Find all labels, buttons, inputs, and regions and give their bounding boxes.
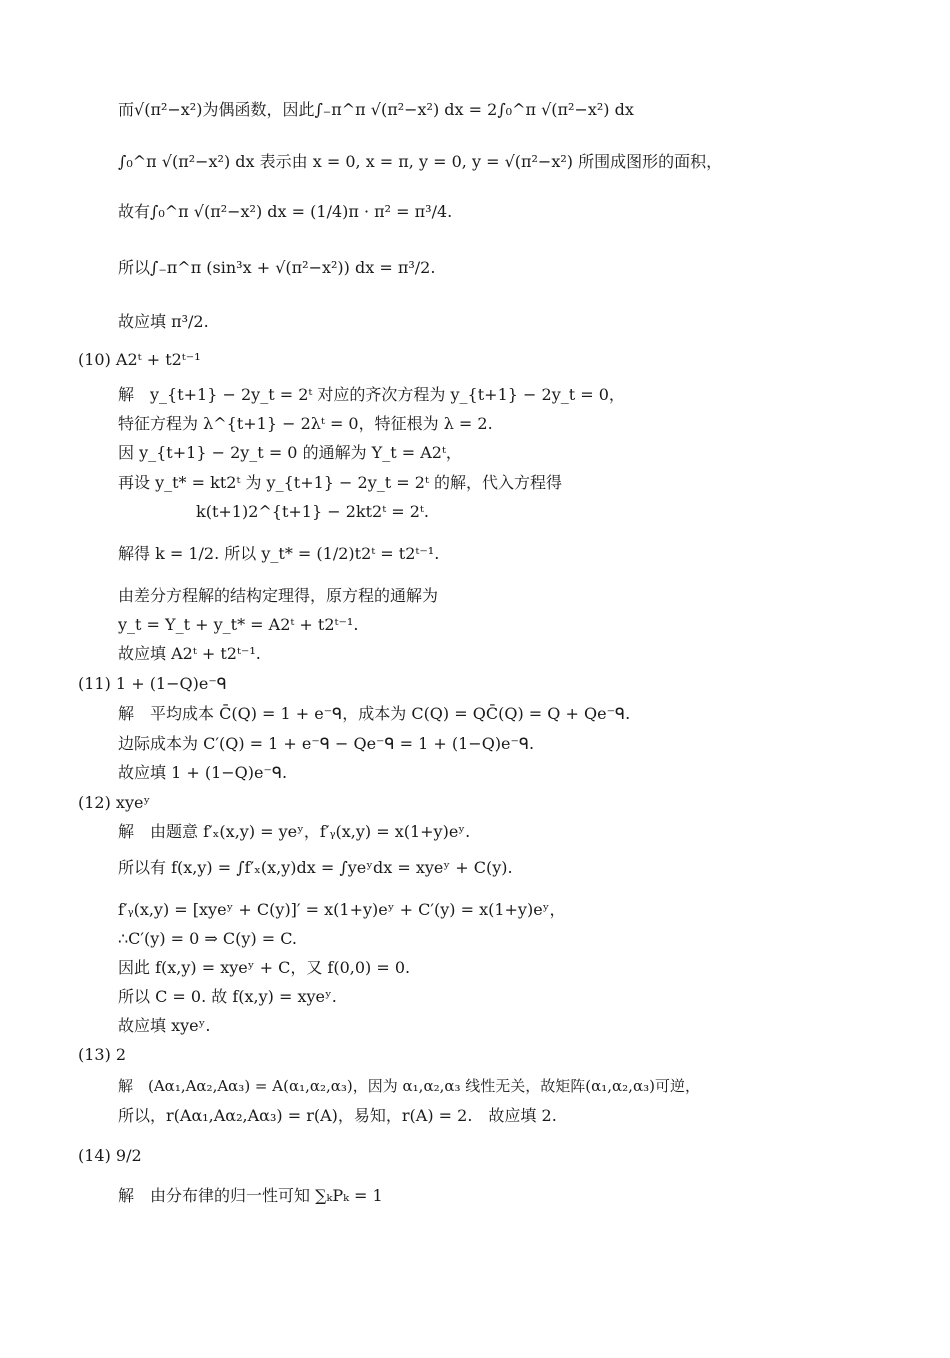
- problem-number: (10) A2ᵗ + t2ᵗ⁻¹: [78, 350, 201, 369]
- solution-line: 解 (Aα₁,Aα₂,Aα₃) = A(α₁,α₂,α₃)，因为 α₁,α₂,α₃ 线性无关，故矩阵(α₁,α₂,α₃)可逆，: [118, 1077, 700, 1095]
- solution-line: 解 y_{t+1} − 2y_t = 2ᵗ 对应的齐次方程为 y_{t+1} − 2y_t = 0，: [118, 385, 625, 404]
- text-line: 所以∫₋π^π (sin³x + √(π²−x²)) dx = π³/2.: [118, 258, 436, 277]
- text-line: y_t = Y_t + y_t* = A2ᵗ + t2ᵗ⁻¹.: [118, 615, 359, 634]
- formula-line: k(t+1)2^{t+1} − 2kt2ᵗ = 2ᵗ.: [196, 502, 429, 521]
- text-line: 故应填 xyeʸ.: [118, 1016, 211, 1035]
- text-line: 故应填 A2ᵗ + t2ᵗ⁻¹.: [118, 644, 261, 663]
- problem-number: (12) xyeʸ: [78, 793, 151, 812]
- text-line: 所以有 f(x,y) = ∫f′ₓ(x,y)dx = ∫yeʸdx = xyeʸ + C(y).: [118, 858, 513, 877]
- problem-number: (14) 9/2: [78, 1146, 142, 1165]
- problem-number: (13) 2: [78, 1045, 127, 1064]
- text-line: 所以，r(Aα₁,Aα₂,Aα₃) = r(A)，易知，r(A) = 2. 故应填 2.: [118, 1106, 557, 1125]
- text-line: ∴C′(y) = 0 ⇒ C(y) = C.: [118, 929, 298, 948]
- text-line: f′ᵧ(x,y) = [xyeʸ + C(y)]′ = x(1+y)eʸ + C′(y) = x(1+y)eʸ，: [118, 900, 566, 919]
- text-line: 因 y_{t+1} − 2y_t = 0 的通解为 Y_t = A2ᵗ，: [118, 443, 462, 462]
- text-line: 而√(π²−x²)为偶函数，因此∫₋π^π √(π²−x²) dx = 2∫₀^π √(π²−x²) dx: [118, 100, 634, 119]
- text-line: 特征方程为 λ^{t+1} − 2λᵗ = 0，特征根为 λ = 2.: [118, 414, 493, 433]
- text-line: 因此 f(x,y) = xyeʸ + C，又 f(0,0) = 0.: [118, 958, 411, 977]
- text-line: 解得 k = 1/2. 所以 y_t* = (1/2)t2ᵗ = t2ᵗ⁻¹.: [118, 544, 440, 563]
- text-line: 故应填 π³/2.: [118, 312, 209, 331]
- problem-number: (11) 1 + (1−Q)e⁻ᑫ: [78, 674, 227, 693]
- text-line: 边际成本为 C′(Q) = 1 + e⁻ᑫ − Qe⁻ᑫ = 1 + (1−Q)e⁻ᑫ.: [118, 734, 535, 753]
- solution-line: 解 由题意 f′ₓ(x,y) = yeʸ，f′ᵧ(x,y) = x(1+y)eʸ.: [118, 822, 471, 841]
- solution-line: 解 平均成本 C̄(Q) = 1 + e⁻ᑫ，成本为 C(Q) = QC̄(Q) = Q + Qe⁻ᑫ.: [118, 704, 631, 723]
- text-line: ∫₀^π √(π²−x²) dx 表示由 x = 0, x = π, y = 0, y = √(π²−x²) 所围成图形的面积，: [118, 152, 723, 171]
- solution-line: 解 由分布律的归一性可知 ∑ₖPₖ = 1: [118, 1186, 383, 1205]
- text-line: 由差分方程解的结构定理得，原方程的通解为: [118, 586, 439, 605]
- text-line: 再设 y_t* = kt2ᵗ 为 y_{t+1} − 2y_t = 2ᵗ 的解，代入方程得: [118, 473, 562, 492]
- text-line: 故有∫₀^π √(π²−x²) dx = (1/4)π · π² = π³/4.: [118, 202, 453, 221]
- text-line: 故应填 1 + (1−Q)e⁻ᑫ.: [118, 763, 288, 782]
- text-line: 所以 C = 0. 故 f(x,y) = xyeʸ.: [118, 987, 337, 1006]
